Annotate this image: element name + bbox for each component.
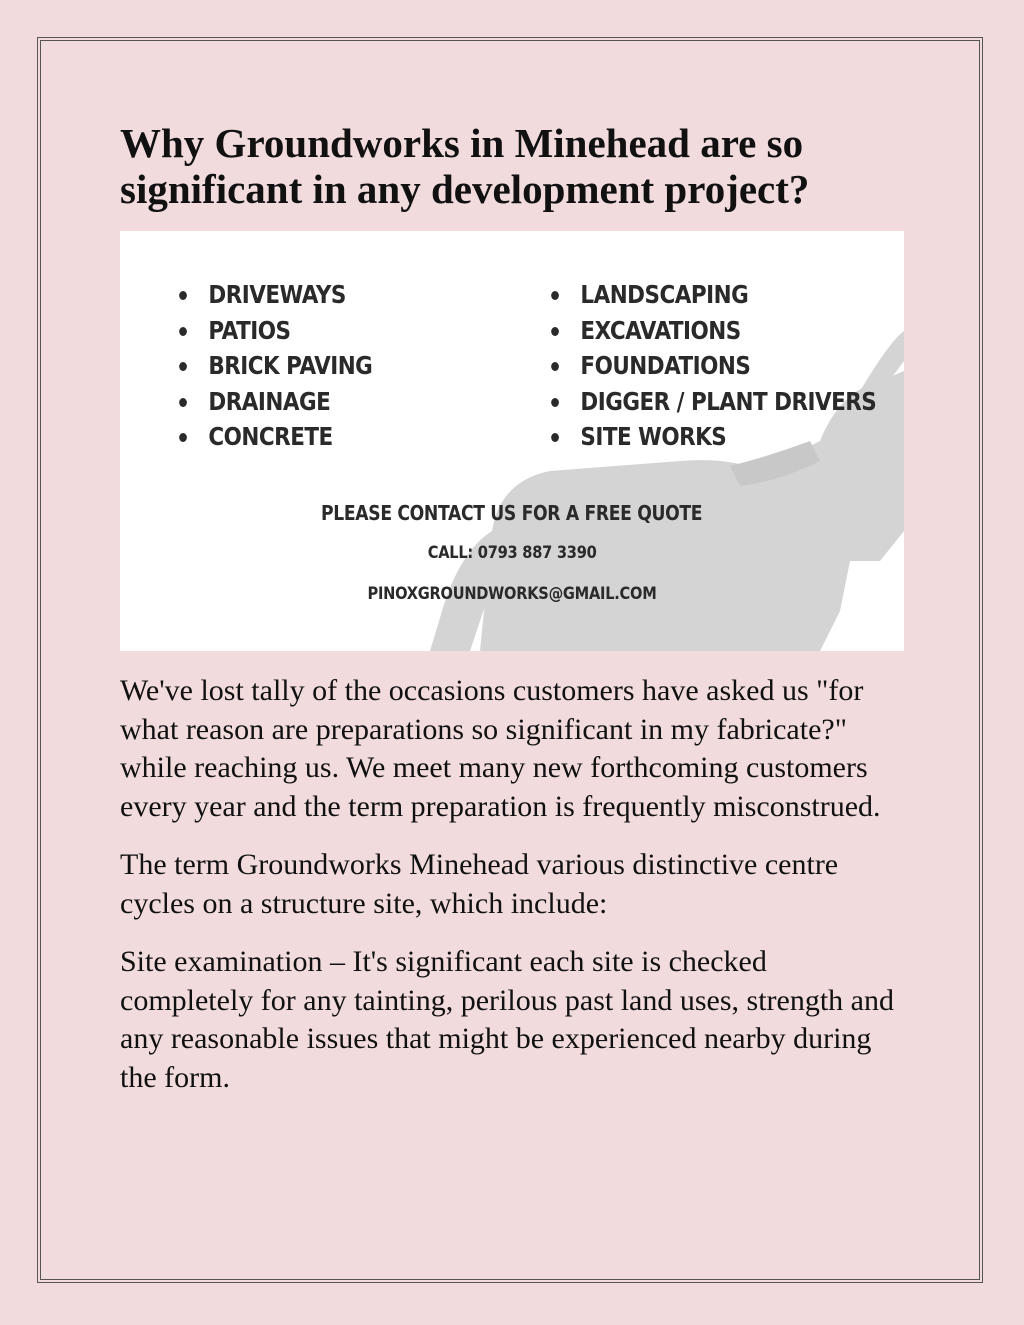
service-item xyxy=(546,419,876,455)
service-item xyxy=(174,419,372,455)
service-label: LANDSCAPING xyxy=(580,280,749,309)
bullet-icon xyxy=(179,398,187,407)
service-item xyxy=(546,348,876,384)
service-item xyxy=(546,277,876,313)
bullet-icon xyxy=(179,327,187,336)
service-label: BRICK PAVING xyxy=(208,351,373,380)
contact-heading xyxy=(120,501,904,525)
service-label: EXCAVATIONS xyxy=(580,315,741,345)
services-list-left xyxy=(174,277,372,455)
body-paragraph-2: The term Groundworks Minehead various distinctive centre cycles on a structure site, which include: xyxy=(120,848,839,920)
service-label: DRAINAGE xyxy=(208,386,331,416)
service-label: SITE WORKS xyxy=(580,422,727,451)
bullet-icon xyxy=(551,398,559,407)
service-item xyxy=(174,348,372,384)
page-title: Why Groundworks in Minehead are so significant in any development project? xyxy=(120,120,810,212)
body-paragraph-1: We've lost tally of the occasions customers have asked us "for what reason are preparations so significant in my fabricate?" while reaching us. We meet many new forthcoming customers every year and the term preparation is frequently misconstrued. xyxy=(120,674,881,823)
service-item xyxy=(546,384,876,420)
bullet-icon xyxy=(551,433,559,442)
bullet-icon xyxy=(551,362,559,371)
service-item xyxy=(174,313,372,349)
page-content xyxy=(120,120,904,1097)
bullet-icon xyxy=(179,433,187,442)
bullet-icon xyxy=(179,362,187,371)
service-item xyxy=(546,313,876,349)
contact-email-text: PINOXGROUNDWORKS@GMAIL.COM xyxy=(367,584,657,604)
service-item xyxy=(174,384,372,420)
bullet-icon xyxy=(551,327,559,336)
service-label: FOUNDATIONS xyxy=(580,351,751,380)
bullet-icon xyxy=(551,291,559,300)
contact-phone-text: CALL: 0793 887 3390 xyxy=(427,543,597,563)
services-list-right xyxy=(546,277,876,455)
service-item xyxy=(174,277,372,313)
service-label: PATIOS xyxy=(208,315,291,345)
service-label: DIGGER / PLANT DRIVERS xyxy=(580,386,877,416)
contact-heading-text: PLEASE CONTACT US FOR A FREE QUOTE xyxy=(321,501,703,525)
contact-phone xyxy=(120,543,904,563)
body-paragraph-3: Site examination – It's significant each site is checked completely for any tainting, perilous past land uses, strength and any reasonable issues that might be experienced nearby during the form. xyxy=(120,945,894,1094)
flyer-image xyxy=(120,231,904,651)
service-label: CONCRETE xyxy=(208,422,333,451)
contact-email xyxy=(120,584,904,604)
service-label: DRIVEWAYS xyxy=(208,280,346,309)
bullet-icon xyxy=(179,291,187,300)
